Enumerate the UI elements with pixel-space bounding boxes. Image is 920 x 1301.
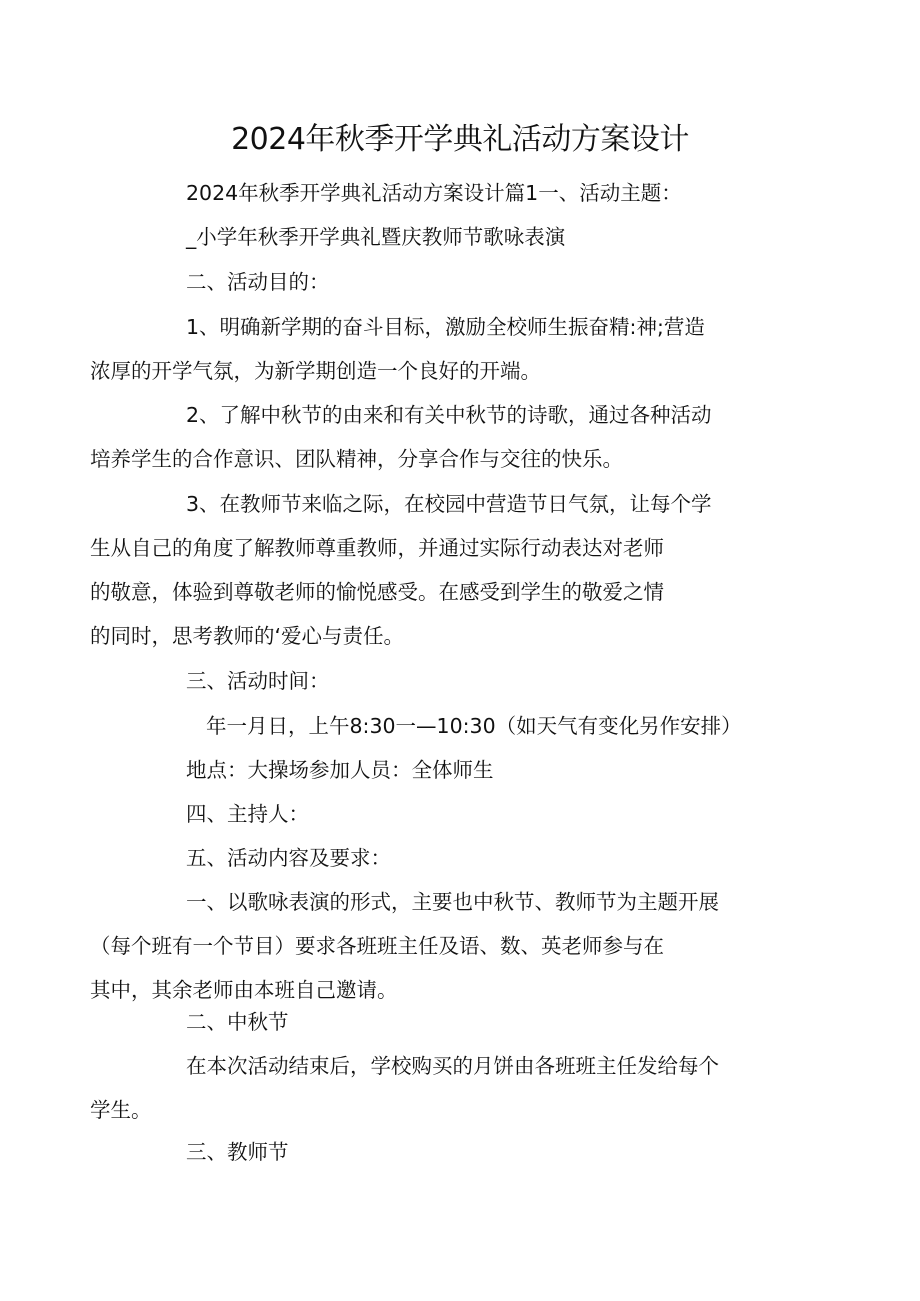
section-heading-content	[138, 836, 788, 880]
text-line: 学生。	[90, 1098, 152, 1122]
text-line: 地点：大操场参加人员：全体师生	[186, 758, 494, 782]
section-heading-teachers-day	[138, 1130, 788, 1174]
text-line: 1、明确新学期的奋斗目标，激励全校师生振奋精:神;营造	[186, 315, 705, 339]
text-line: 生从自己的角度了解教师尊重教师，并通过实际行动表达对老师	[90, 536, 664, 560]
text-line: （每个班有一个节目）要求各班班主任及语、数、英老师参与在	[90, 934, 664, 958]
paragraph-location	[138, 748, 788, 792]
paragraph-purpose-1	[90, 305, 788, 393]
section-heading-purpose	[138, 260, 788, 304]
text-line: 二、中秋节	[186, 1010, 289, 1034]
text-line: 三、教师节	[186, 1140, 289, 1164]
text-line: _小学年秋季开学典礼暨庆教师节歌咏表演	[186, 225, 566, 249]
text-line: 培养学生的合作意识、团队精神，分享合作与交往的快乐。	[90, 447, 623, 471]
text-line: 的同时，思考教师的‘爱心与责任。	[90, 624, 405, 648]
text-line: 一、以歌咏表演的形式，主要也中秋节、教师节为主题开展	[186, 890, 719, 914]
paragraph-time	[138, 704, 788, 748]
text-line: 2024年秋季开学典礼活动方案设计篇1一、活动主题：	[186, 181, 682, 205]
paragraph-purpose-3	[90, 482, 788, 658]
paragraph-mid-autumn	[90, 1044, 788, 1132]
text-line: 年一月日，上午8:30一—10:30（如天气有变化另作安排）	[206, 714, 742, 738]
section-heading-host	[138, 792, 788, 836]
text-line: 二、活动目的：	[186, 270, 330, 294]
paragraph-intro	[138, 171, 788, 215]
text-line: 三、活动时间：	[186, 669, 330, 693]
text-line: 四、主持人：	[186, 802, 309, 826]
paragraph-content-1	[90, 880, 788, 1012]
text-line: 的敬意，体验到尊敬老师的愉悦感受。在感受到学生的敬爱之情	[90, 580, 664, 604]
section-heading-mid-autumn	[138, 1000, 788, 1044]
text-line: 在本次活动结束后，学校购买的月饼由各班班主任发给每个	[186, 1054, 719, 1078]
text-line: 五、活动内容及要求：	[186, 846, 391, 870]
paragraph-theme	[138, 215, 788, 259]
text-line: 其中，其余老师由本班自己邀请。	[90, 978, 398, 1002]
text-line: 浓厚的开学气氛，为新学期创造一个良好的开端。	[90, 359, 541, 383]
paragraph-purpose-2	[90, 393, 788, 481]
document-title: 2024年秋季开学典礼活动方案设计	[231, 122, 689, 157]
text-line: 2、了解中秋节的由来和有关中秋节的诗歌，通过各种活动	[186, 403, 712, 427]
text-line: 3、在教师节来临之际，在校园中营造节日气氛，让每个学	[186, 492, 712, 516]
section-heading-time	[138, 659, 788, 703]
